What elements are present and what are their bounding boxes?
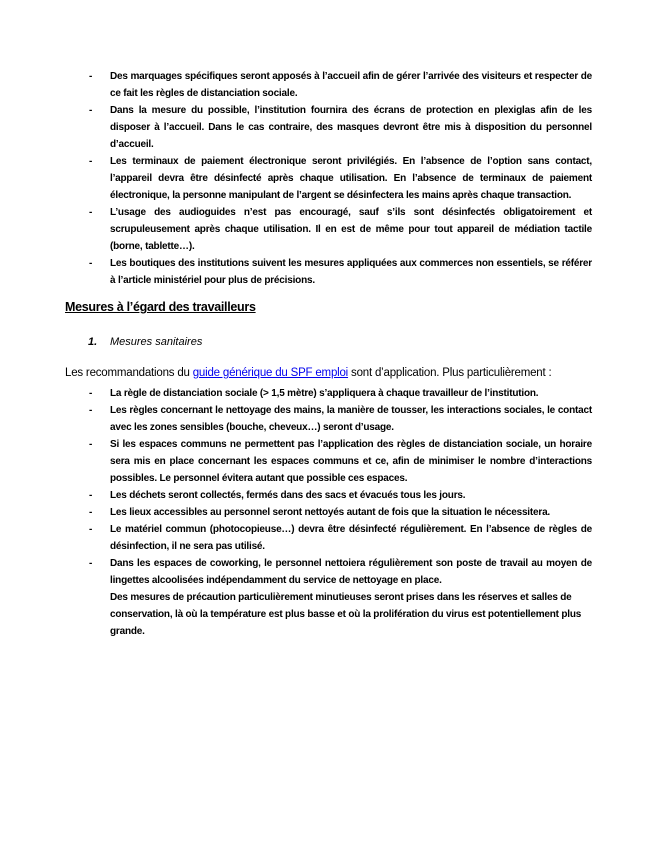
- list-item-text: Des marquages spécifiques seront apposés à l’accueil afin de gérer l’arrivée des visiteurs et respecter de ce fait les règles de distanciation sociale.: [110, 71, 592, 99]
- list-item-text: Les boutiques des institutions suivent les mesures appliquées aux commerces non essentiels, se référer à l’article ministériel pour plus de précisions.: [110, 258, 592, 286]
- list-item-text: Dans les espaces de coworking, le personnel nettoiera régulièrement son poste de travail au moyen de lingettes alcoolisées indépendamment du service de nettoyage en place.: [110, 558, 592, 586]
- dash-bullet-icon: -: [89, 71, 93, 82]
- dash-bullet-icon: -: [89, 405, 93, 416]
- dash-bullet-icon: -: [89, 258, 93, 269]
- list-item-text: Le matériel commun (photocopieuse…) devra être désinfecté régulièrement. En l’absence de règles de désinfection, il ne sera pas utilisé.: [110, 524, 592, 552]
- list-item-text: Les règles concernant le nettoyage des mains, la manière de tousser, les interactions sociales, le contact avec les zones sensibles (bouche, cheveux…) seront d’usage.: [110, 405, 592, 433]
- continuation-paragraph: Des mesures de précaution particulièrement minutieuses seront prises dans les réserves et salles de conservation, là où la température est plus basse et où la prolifération du virus est potentiellement plus grande.: [110, 592, 582, 637]
- worker-measures-list: [65, 385, 592, 640]
- list-item: [65, 255, 592, 289]
- list-item: [65, 68, 592, 102]
- list-item: [65, 521, 592, 555]
- intro-paragraph: [65, 365, 592, 382]
- subsection-number: 1.: [88, 336, 98, 348]
- dash-bullet-icon: -: [89, 524, 93, 535]
- list-item-text: La règle de distanciation sociale (> 1,5 mètre) s’appliquera à chaque travailleur de l’institution.: [110, 388, 539, 399]
- intro-text-after: sont d’application. Plus particulièrement :: [348, 367, 552, 379]
- dash-bullet-icon: -: [89, 507, 93, 518]
- list-item: [65, 555, 592, 640]
- list-item: [65, 402, 592, 436]
- list-item: [65, 436, 592, 487]
- list-item-text: Si les espaces communs ne permettent pas l’application des règles de distanciation sociale, un horaire sera mis en place concernant les espaces communs et ce, afin de minimiser le nombre d’interactions possibles. Le personnel évitera autant que possible ces espaces.: [110, 439, 592, 484]
- list-item-text: Les terminaux de paiement électronique seront privilégiés. En l’absence de l’option sans contact, l’appareil devra être désinfecté après chaque utilisation. En l’absence de terminaux de paiement électronique, la personne manipulant de l’argent se désinfectera les mains après chaque transaction.: [110, 156, 592, 201]
- dash-bullet-icon: -: [89, 558, 93, 569]
- dash-bullet-icon: -: [89, 388, 93, 399]
- spf-guide-link[interactable]: guide générique du SPF emploi: [192, 367, 349, 379]
- section-heading-workers: Mesures à l’égard des travailleurs: [65, 300, 256, 314]
- list-item-text: Dans la mesure du possible, l’institution fournira des écrans de protection en plexiglas afin de les disposer à l’accueil. Dans le cas contraire, des masques devront être mis à disposition du personnel d’accueil.: [110, 105, 592, 150]
- dash-bullet-icon: -: [89, 105, 93, 116]
- list-item: [65, 487, 592, 504]
- visitor-measures-list: [65, 68, 592, 289]
- list-item: [65, 204, 592, 255]
- subsection-title: Mesures sanitaires: [110, 336, 203, 348]
- list-item: [65, 385, 592, 402]
- dash-bullet-icon: -: [89, 207, 93, 218]
- list-item-text: Les lieux accessibles au personnel seront nettoyés autant de fois que la situation le nécessitera.: [110, 507, 551, 518]
- dash-bullet-icon: -: [89, 439, 93, 450]
- list-item-text: Les déchets seront collectés, fermés dans des sacs et évacués tous les jours.: [110, 490, 466, 501]
- dash-bullet-icon: -: [89, 490, 93, 501]
- dash-bullet-icon: -: [89, 156, 93, 167]
- intro-text-before: Les recommandations du: [65, 367, 193, 379]
- list-item: [65, 102, 592, 153]
- subsection-sanitary-measures: [65, 335, 592, 350]
- list-item: [65, 504, 592, 521]
- list-item-text: L’usage des audioguides n’est pas encouragé, sauf s’ils sont désinfectés obligatoirement et scrupuleusement après chaque utilisation. Il en est de même pour tout appareil de médiation tactile (borne, tablette…).: [110, 207, 592, 252]
- list-item: [65, 153, 592, 204]
